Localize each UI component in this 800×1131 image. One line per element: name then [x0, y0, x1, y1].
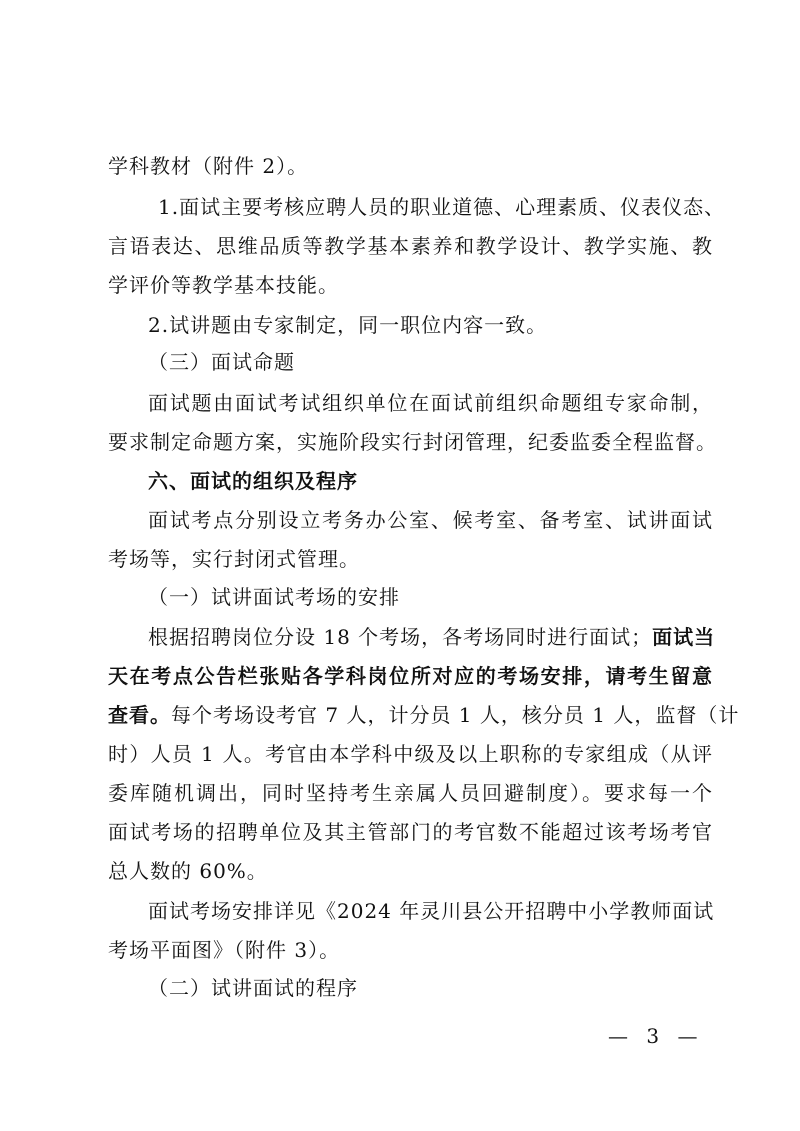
paragraph-line: 1.面试主要考核应聘人员的职业道德、心理素质、仪表仪态、 — [158, 195, 726, 219]
paragraph-line: 要求制定命题方案，实施阶段实行封闭管理，纪委监委全程监督。 — [108, 430, 717, 454]
paragraph-text: 根据招聘岗位分设 18 个考场，各考场同时进行面试； — [148, 625, 653, 649]
paragraph-line: 学评价等教学基本技能。 — [108, 273, 339, 297]
paragraph-line: 总人数的 60%。 — [108, 859, 268, 883]
paragraph-line — [148, 623, 715, 651]
paragraph-line: 面试考点分别设立考务办公室、候考室、备考室、试讲面试 — [148, 508, 713, 532]
paragraph-line: 面试考场安排详见《2024 年灵川县公开招聘中小学教师面试 — [148, 899, 715, 923]
paragraph-text: 每个考场设考官 7 人，计分员 1 人，核分员 1 人，监督（计 — [171, 703, 740, 727]
chapter-heading: 六、面试的组织及程序 — [148, 469, 358, 493]
paragraph-line: 2.试讲题由专家制定，同一职位内容一致。 — [148, 313, 548, 337]
emphasis-text: 查看。 — [108, 703, 171, 727]
paragraph-line — [108, 701, 740, 729]
emphasis-text: 面试当 — [652, 625, 716, 649]
section-heading: （二）试讲面试的程序 — [148, 976, 358, 1000]
section-heading: （三）面试命题 — [148, 350, 295, 374]
emphasis-line: 天在考点公告栏张贴各学科岗位所对应的考场安排，请考生留意 — [108, 664, 713, 688]
paragraph-line: 学科教材（附件 2）。 — [108, 154, 309, 178]
paragraph-line: 言语表达、思维品质等教学基本素养和教学设计、教学实施、教 — [108, 234, 713, 258]
paragraph-line: 委库随机调出，同时坚持考生亲属人员回避制度）。要求每一个 — [108, 781, 713, 805]
paragraph-line: 考场平面图》（附件 3）。 — [108, 938, 341, 962]
section-heading: （一）试讲面试考场的安排 — [148, 585, 400, 609]
page-number: — 3 — — [608, 1024, 704, 1048]
paragraph-line: 面试题由面试考试组织单位在面试前组织命题组专家命制， — [148, 391, 713, 415]
paragraph-line: 面试考场的招聘单位及其主管部门的考官数不能超过该考场考官 — [108, 820, 713, 844]
paragraph-line: 考场等，实行封闭式管理。 — [108, 547, 360, 571]
paragraph-line: 时）人员 1 人。考官由本学科中级及以上职称的专家组成（从评 — [108, 742, 713, 766]
